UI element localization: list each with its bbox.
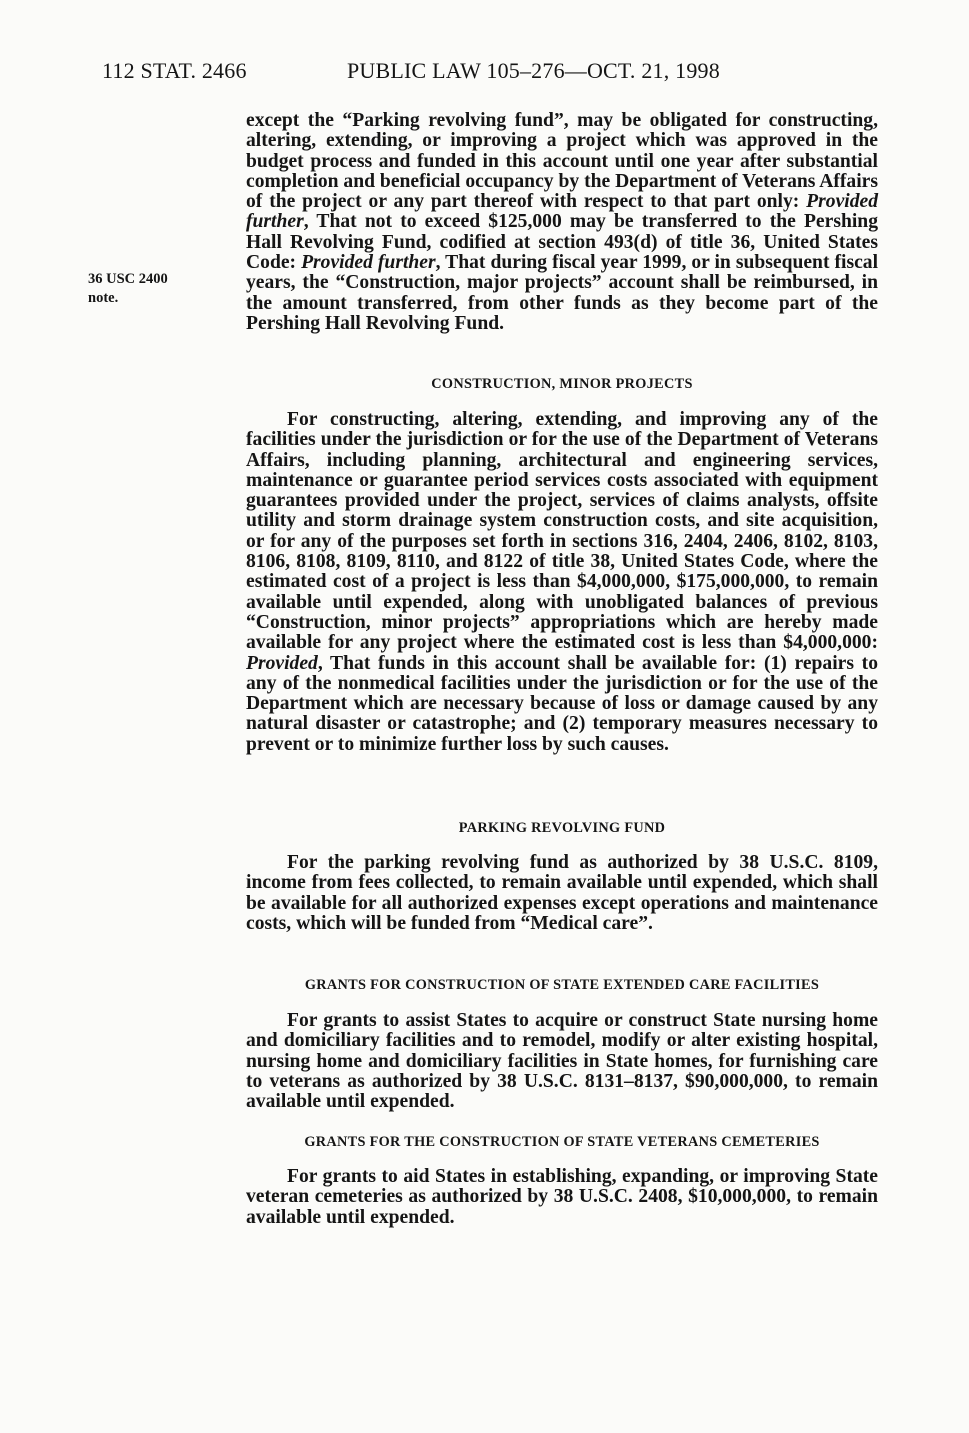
section-heading-parking-fund: PARKING REVOLVING FUND	[458, 820, 666, 836]
section-heading-cemeteries: GRANTS FOR THE CONSTRUCTION OF STATE VETERANS CEMETERIES	[304, 1134, 820, 1150]
proviso-italic: Provided further	[301, 252, 436, 274]
extended-care-text: For grants to assist States to acquire or construct State nursing home and domiciliary facilities and to remodel, modify or alter existing hospital, nursing home and domiciliary facilities in State homes, for furnishing care to veterans as authorized by 38 U.S.C. 8131–8137, $90,000,000, to remain available until expended.	[246, 1010, 878, 1113]
proviso-italic: Provided further	[246, 191, 878, 233]
cemeteries-text: For grants to aid States in establishing, expanding, or improving State veteran cemeteries as authorized by 38 U.S.C. 2408, $10,000,000, to remain available until expended.	[246, 1166, 878, 1228]
text-run: , That funds in this account shall be available for: (1) repairs to any of the nonmedical facilities under the jurisdiction or for the use of the Department which are necessary because of loss or damage caused by any natural disaster or catastrophe; and (2) temporary measures necessary to prevent or to minimize further loss by such causes.	[246, 652, 878, 755]
cemeteries-paragraph	[246, 1167, 878, 1228]
text-run: except the “Parking revolving fund”, may be obligated for constructing, altering, extending, or improving a project which was approved in the budget process and funded in this account until one year after substantial completion and beneficial occupancy by the Department of Veterans Affairs of the project or any part thereof with respect to that part only:	[246, 110, 878, 213]
margin-citation-note	[88, 270, 218, 308]
minor-projects-paragraph	[246, 410, 878, 755]
text-run: , That during fiscal year 1999, or in subsequent fiscal years, the “Construction, major projects” account shall be reimbursed, in the amount transferred, from other funds as they become part of the Pershing Hall Revolving Fund.	[246, 252, 879, 334]
text-run: , That not to exceed $125,000 may be transferred to the Pershing Hall Revolving Fund, codified at section 493(d) of title 36, United States Code:	[246, 211, 878, 274]
public-law-reference: PUBLIC LAW 105–276—OCT. 21, 1998	[347, 58, 720, 83]
section-heading-extended-care: GRANTS FOR CONSTRUCTION OF STATE EXTENDED CARE FACILITIES	[304, 977, 820, 993]
parking-fund-paragraph	[246, 853, 878, 934]
extended-care-paragraph	[246, 1011, 878, 1112]
proviso-italic: Provided	[246, 652, 318, 674]
section-heading-minor-projects: CONSTRUCTION, MINOR PROJECTS	[431, 376, 693, 392]
text-run: For constructing, altering, extending, and improving any of the facilities under the jurisdiction or for the use of the Department of Veterans Affairs, including planning, architectural and engineering services, maintenance or guarantee period services costs associated with equipment guarantees provided under the project, services of claims analysts, offsite utility and storm drainage system construction costs, and site acquisition, or for any of the purposes set forth in sections 316, 2404, 2406, 8102, 8103, 8106, 8108, 8109, 8110, and 8122 of title 38, United States Code, where the estimated cost of a project is less than $4,000,000, $175,000,000, to remain available until expended, along with unobligated balances of previous “Construction, minor projects” appropriations which are hereby made available for any project where the estimated cost is less than $4,000,000:	[246, 409, 878, 654]
parking-fund-text: For the parking revolving fund as authorized by 38 U.S.C. 8109, income from fees collected, to remain available until expended, which shall be available for all authorized expenses except operations and maintenance costs, which will be funded from “Medical care”.	[246, 852, 878, 934]
margin-citation-line: 36 USC 2400	[88, 271, 168, 287]
stat-reference: 112 STAT. 2466	[102, 58, 247, 83]
continuation-paragraph	[246, 111, 878, 334]
margin-citation-suffix: note.	[88, 290, 119, 306]
